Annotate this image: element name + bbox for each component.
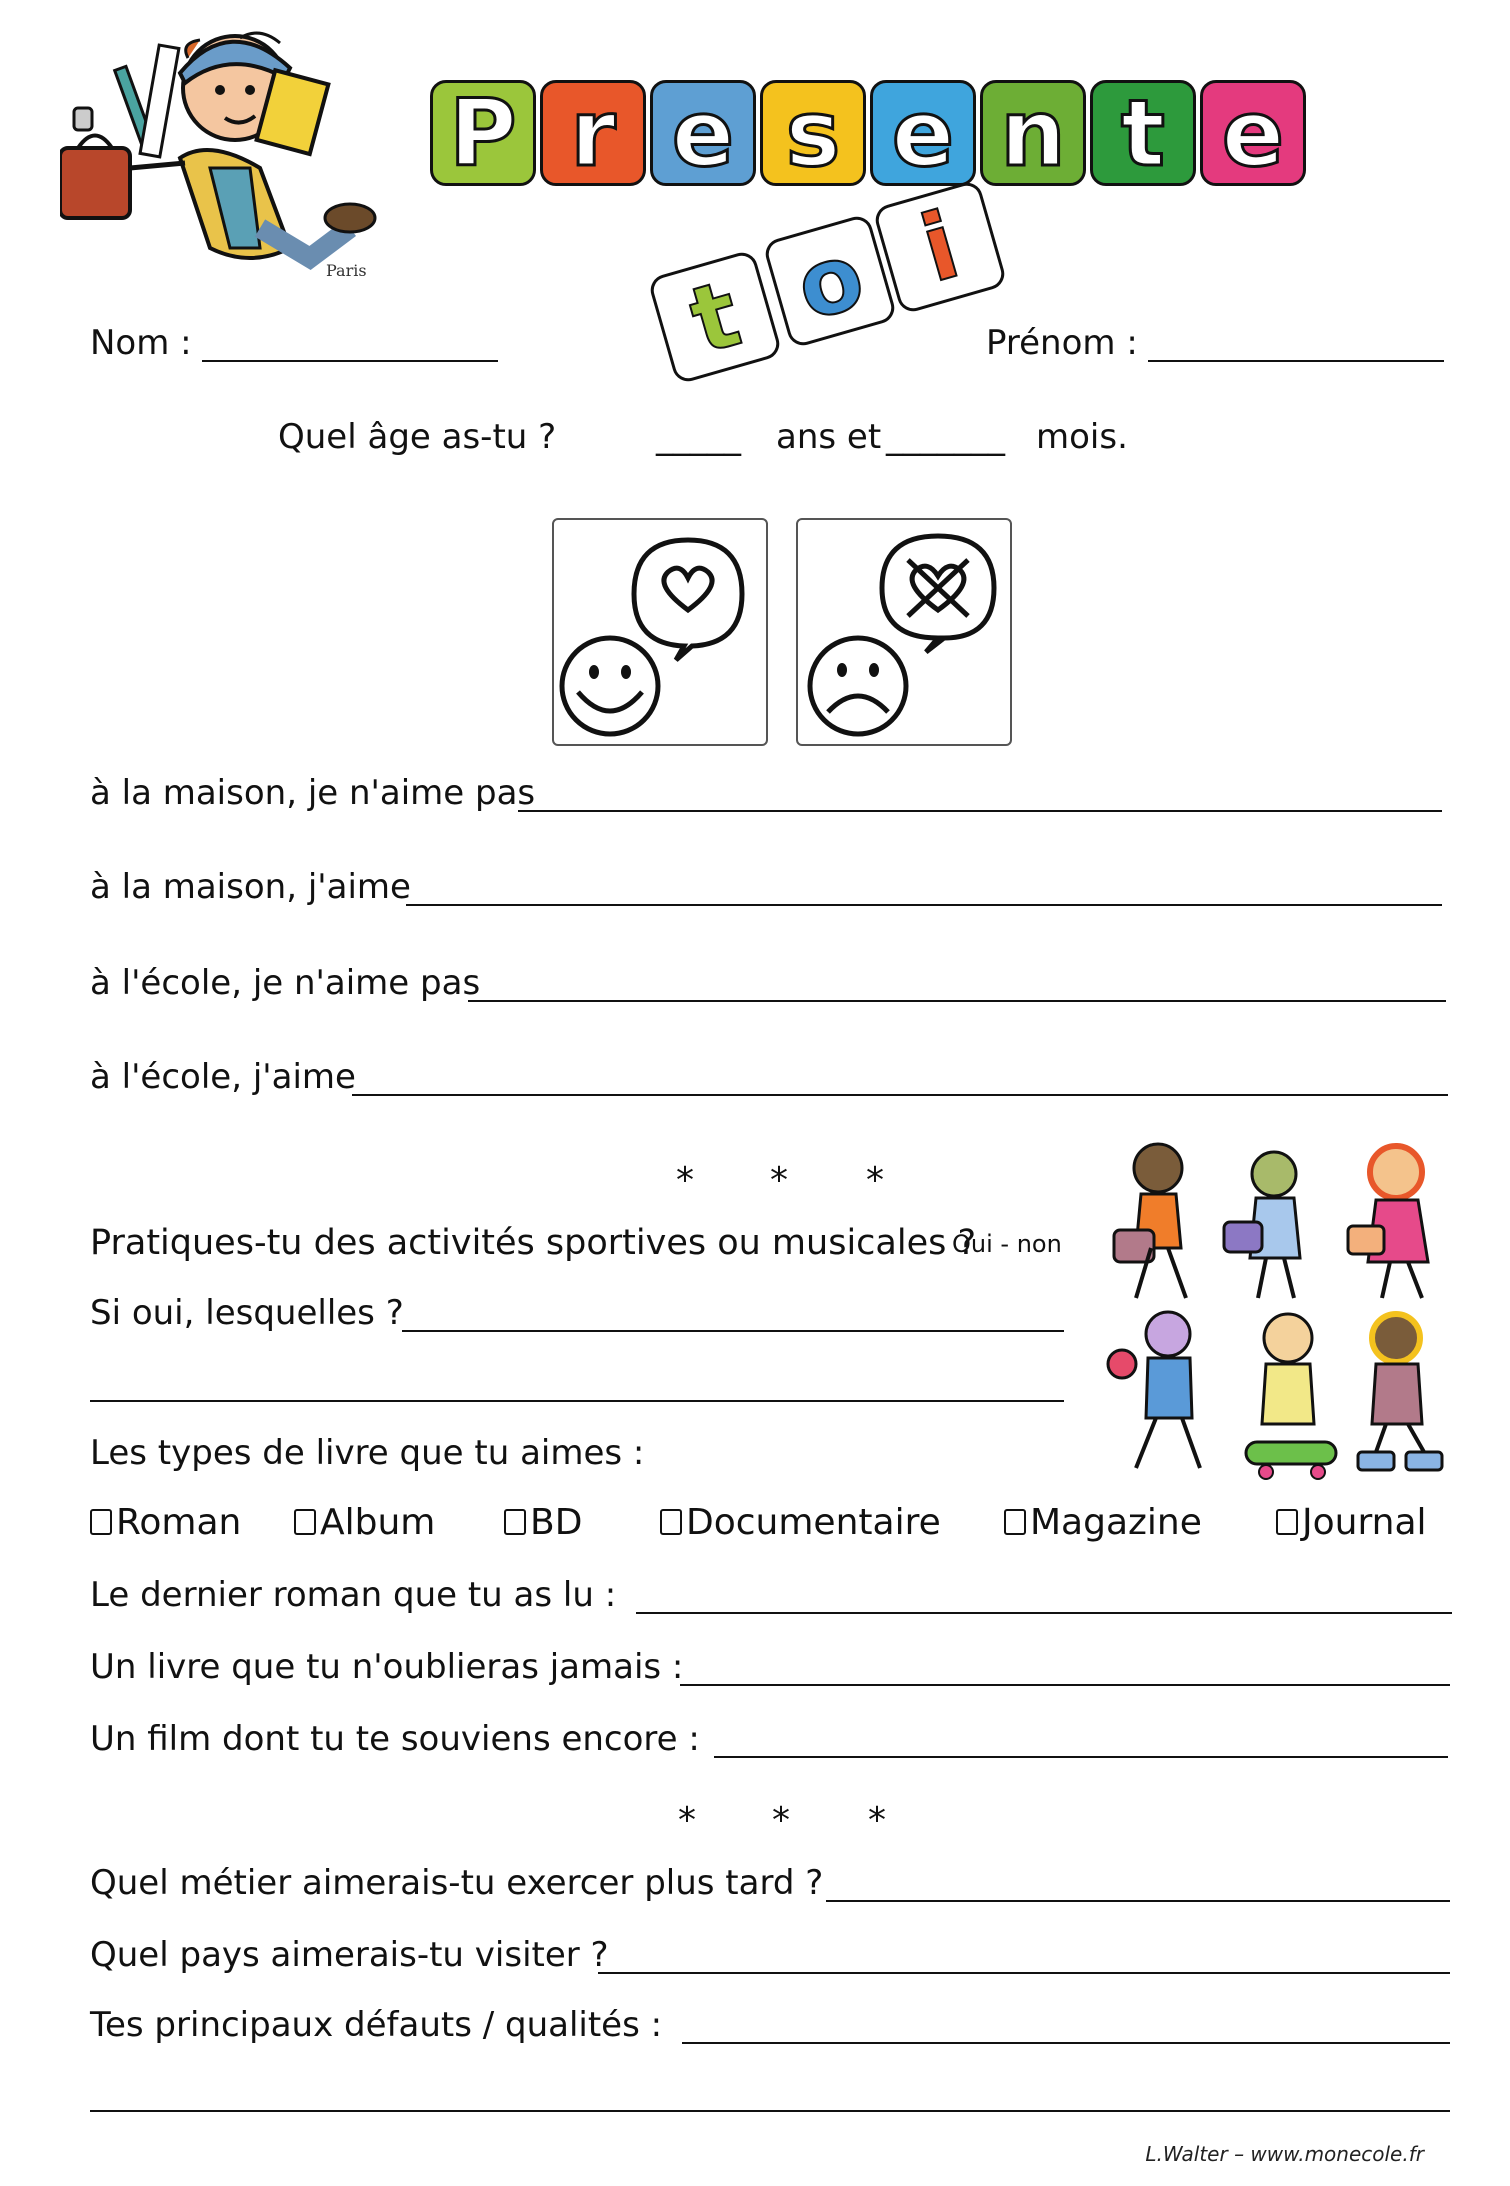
separator-star: *: [770, 1160, 788, 1201]
dislike-box: [796, 518, 1012, 746]
book-option-magazine[interactable]: [1004, 1502, 1202, 1543]
nom-label: Nom :: [90, 323, 192, 363]
title-letter-t-small: t: [647, 249, 783, 385]
bd-label: BD: [530, 1502, 583, 1543]
age-ans-label: ans et: [776, 417, 882, 457]
prenom-line[interactable]: [1148, 360, 1444, 362]
pays-line[interactable]: [598, 1972, 1450, 1974]
student-boy-illustration: [60, 18, 390, 288]
title-letter-t: t: [1090, 80, 1196, 186]
separator-star: *: [676, 1160, 694, 1201]
ecole-naime-pas-label: à l'école, je n'aime pas: [90, 963, 481, 1003]
si-oui-label: Si oui, lesquelles ?: [90, 1293, 404, 1333]
book-option-album[interactable]: [294, 1502, 435, 1543]
si-oui-line[interactable]: [402, 1330, 1064, 1332]
credit-footer: L.Walter – www.monecole.fr: [1145, 2142, 1424, 2166]
film-label: Un film dont tu te souviens encore :: [90, 1719, 700, 1759]
dernier-roman-label: Le dernier roman que tu as lu :: [90, 1575, 617, 1615]
age-blank-years[interactable]: _____: [656, 417, 741, 457]
book-option-documentaire[interactable]: [660, 1502, 941, 1543]
livre-inoubliable-line[interactable]: [680, 1684, 1450, 1686]
activities-oui-non[interactable]: Oui - non: [952, 1230, 1062, 1258]
pays-label: Quel pays aimerais-tu visiter ?: [90, 1935, 609, 1975]
separator-star: *: [868, 1800, 886, 1841]
maison-aime-label: à la maison, j'aime: [90, 867, 411, 907]
title-letter-e3: e: [1200, 80, 1306, 186]
like-box: [552, 518, 768, 746]
age-blank-months[interactable]: _______: [886, 417, 1005, 457]
magazine-checkbox[interactable]: [1004, 1509, 1026, 1535]
roman-checkbox[interactable]: [90, 1509, 112, 1535]
roman-label: Roman: [116, 1502, 242, 1543]
film-line[interactable]: [714, 1756, 1448, 1758]
maison-naime-pas-line[interactable]: [518, 810, 1442, 812]
defauts-line[interactable]: [682, 2042, 1450, 2044]
kids-illustration: [1096, 1138, 1468, 1494]
defauts-label: Tes principaux défauts / qualités :: [90, 2005, 663, 2045]
title-letter-p: P: [430, 80, 536, 186]
title-letter-s: s: [760, 80, 866, 186]
documentaire-label: Documentaire: [686, 1502, 941, 1543]
title-letter-i: i: [872, 179, 1008, 315]
magazine-label: Magazine: [1030, 1502, 1202, 1543]
ecole-naime-pas-line[interactable]: [468, 1000, 1446, 1002]
defauts-extra-line[interactable]: [90, 2110, 1450, 2112]
ecole-aime-line[interactable]: [352, 1094, 1448, 1096]
prenom-label: Prénom :: [986, 323, 1138, 363]
title-letter-o: o: [762, 213, 898, 349]
book-option-bd[interactable]: [504, 1502, 582, 1543]
metier-line[interactable]: [826, 1900, 1450, 1902]
activities-question: Pratiques-tu des activités sportives ou musicales ?: [90, 1223, 977, 1263]
boy-signature: Paris: [326, 261, 367, 280]
book-types-label: Les types de livre que tu aimes :: [90, 1433, 645, 1473]
album-label: Album: [320, 1502, 436, 1543]
journal-checkbox[interactable]: [1276, 1509, 1298, 1535]
separator-star: *: [772, 1800, 790, 1841]
title-letter-e1: e: [650, 80, 756, 186]
title-letter-e2: e: [870, 80, 976, 186]
maison-aime-line[interactable]: [406, 904, 1442, 906]
ecole-aime-label: à l'école, j'aime: [90, 1057, 356, 1097]
metier-label: Quel métier aimerais-tu exercer plus tard ?: [90, 1863, 824, 1903]
title-letter-r: r: [540, 80, 646, 186]
sad-crossed-heart-icon: [798, 520, 1010, 744]
title-letter-n: n: [980, 80, 1086, 186]
album-checkbox[interactable]: [294, 1509, 316, 1535]
age-mois-label: mois.: [1036, 417, 1128, 457]
smiley-heart-icon: [554, 520, 766, 744]
journal-label: Journal: [1302, 1502, 1427, 1543]
documentaire-checkbox[interactable]: [660, 1509, 682, 1535]
book-option-roman[interactable]: [90, 1502, 241, 1543]
separator-star: *: [866, 1160, 884, 1201]
nom-line[interactable]: [202, 360, 498, 362]
separator-star: *: [678, 1800, 696, 1841]
maison-naime-pas-label: à la maison, je n'aime pas: [90, 773, 536, 813]
livre-inoubliable-label: Un livre que tu n'oublieras jamais :: [90, 1647, 684, 1687]
activities-extra-line[interactable]: [90, 1400, 1064, 1402]
age-question: Quel âge as-tu ?: [278, 417, 557, 457]
book-option-journal[interactable]: [1276, 1502, 1427, 1543]
dernier-roman-line[interactable]: [636, 1612, 1452, 1614]
bd-checkbox[interactable]: [504, 1509, 526, 1535]
